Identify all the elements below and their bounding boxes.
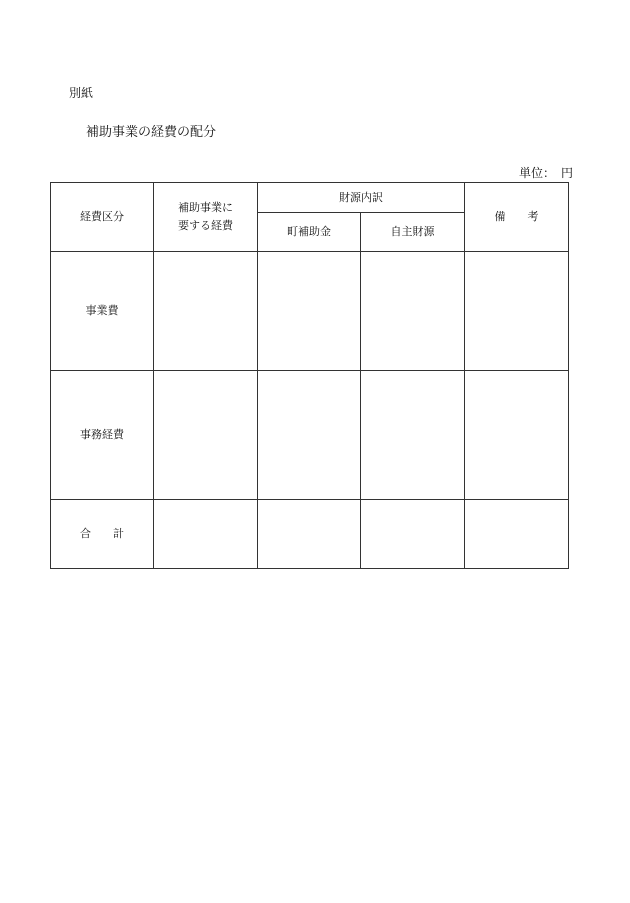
cell-subsidy-expense [154,500,258,569]
cell-remarks [465,252,569,371]
expense-allocation-table [50,182,569,569]
cell-own-funds [361,371,465,500]
header-subsidy-expense-line1: 補助事業に [178,201,233,214]
table-row-project-cost [51,252,569,371]
header-subsidy-expense [154,183,258,252]
cell-town-subsidy [258,371,361,500]
cell-subsidy-expense [154,371,258,500]
table-header-row [51,183,569,213]
cell-own-funds [361,500,465,569]
row-label-total: 合 計 [51,500,154,569]
header-expense-category: 経費区分 [51,183,154,252]
header-funding-breakdown: 財源内訳 [258,183,465,213]
cell-remarks [465,371,569,500]
cell-town-subsidy [258,252,361,371]
cell-own-funds [361,252,465,371]
header-town-subsidy: 町補助金 [258,213,361,252]
cell-town-subsidy [258,500,361,569]
cell-subsidy-expense [154,252,258,371]
attachment-label: 別紙 [69,86,94,100]
document-title: 補助事業の経費の配分 [86,125,217,140]
header-subsidy-expense-line2: 要する経費 [178,219,233,232]
row-label-project-cost: 事業費 [51,252,154,371]
header-remarks: 備 考 [465,183,569,252]
unit-note: 単位： 円 [518,166,573,180]
table-row-office-expense [51,371,569,500]
cell-remarks [465,500,569,569]
header-own-funds: 自主財源 [361,213,465,252]
table-row-total [51,500,569,569]
row-label-office-expense: 事務経費 [51,371,154,500]
